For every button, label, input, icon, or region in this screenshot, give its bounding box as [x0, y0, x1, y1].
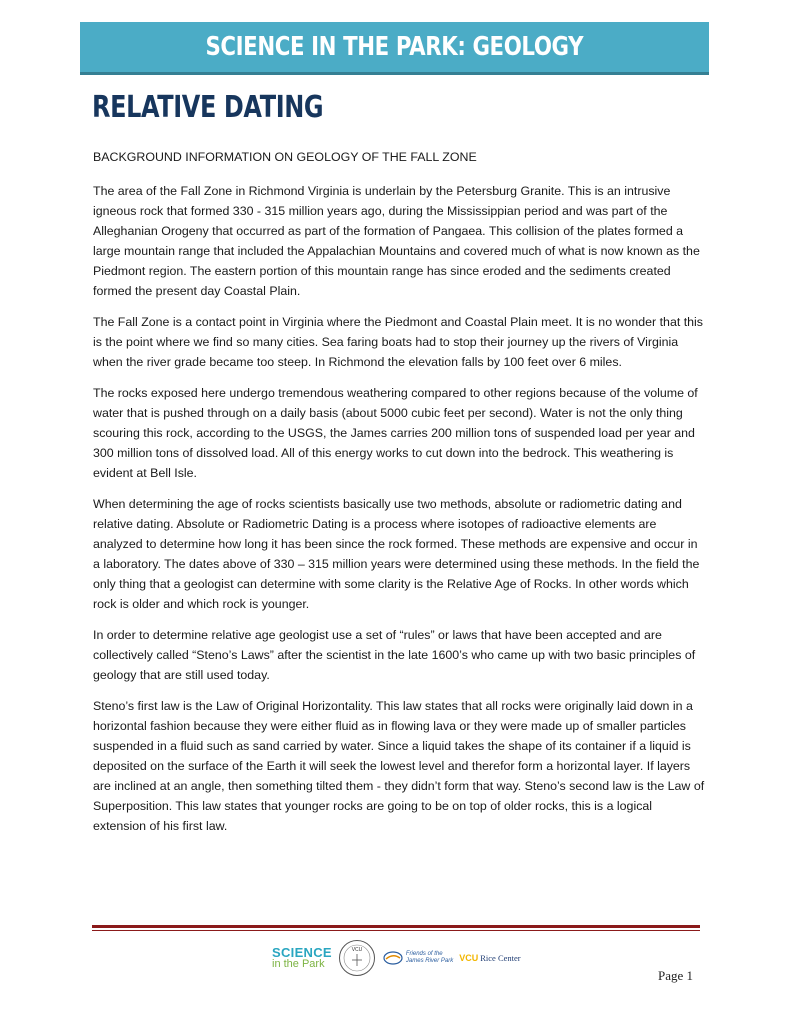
- friends-text-line1: Friends of the: [405, 951, 443, 958]
- vcu-text: VCU: [459, 953, 479, 963]
- rice-center-text: Rice Center: [480, 953, 521, 963]
- seal-text: VCU: [351, 947, 363, 953]
- paragraph: In order to determine relative age geologist use a set of “rules” or laws that have been accepted and are collectively called “Steno’s Laws” after the scientist in the late 1600’s who came up with two basic principles of geology that are still used today.: [93, 628, 696, 682]
- paragraph: The area of the Fall Zone in Richmond Virginia is underlain by the Petersburg Granite. This is an intrusive igneous rock that formed 330 - 315 million years ago, during the Mississippian period and was part of the Alleghanian Orogeny that occurred as part of the formation of Pangaea. This collision of the plates formed a large mountain range that included the Appalachian Mountains and covered much of what is now known as the Piedmont region. The eastern portion of this mountain range has since eroded and the sediments created formed the present day Coastal Plain.: [93, 184, 700, 298]
- footer-logos: [272, 938, 527, 978]
- paragraph: Steno’s first law is the Law of Original Horizontality. This law states that all rocks were originally laid down in a horizontal fashion because they were either fluid as in flowing lava or they were made up of smaller particles suspended in a fluid such as sand carried by water. Since a liquid takes the shape of its container if a liquid is deposited on the surface of the Earth it will seek the lowest level and therefor form a horizontal layer. If layers are inclined at an angle, then something tilted them - they didn’t form that way. Steno’s second law is the Law of Superposition. This law states that younger rocks are going to be on top of older rocks, this is a logical extension of his first law.: [93, 699, 705, 833]
- vcu-rice-center-logo: [459, 953, 520, 963]
- page-number: Page 1: [658, 968, 694, 983]
- friends-of-james-river-park-logo: [382, 950, 453, 966]
- body-text: [93, 181, 705, 847]
- fish-icon: [382, 950, 404, 966]
- footer-divider: [92, 925, 700, 928]
- banner-title: SCIENCE IN THE PARK: GEOLOGY: [205, 32, 584, 62]
- friends-text-line2: James River Park: [405, 958, 454, 964]
- footer-divider-thin: [92, 930, 700, 931]
- logo-science-text: SCIENCE: [272, 945, 332, 960]
- paragraph: The rocks exposed here undergo tremendous weathering compared to other regions because of the volume of water that is pushed through on a daily basis (about 5000 cubic feet per second). Water is not the only thing scouring this rock, according to the USGS, the James carries 200 million tons of suspended load per year and 300 million tons of dissolved load. All of this energy works to cut down into the bedrock. This weathering is evident at Bell Isle.: [93, 386, 698, 480]
- logo-park-text: in the Park: [272, 958, 325, 970]
- science-in-the-park-logo: [272, 946, 332, 970]
- paragraph: When determining the age of rocks scientists basically use two methods, absolute or radiometric dating and relative dating. Absolute or Radiometric Dating is a process where isotopes of radioactive elements are analyzed to determine how long it has been since the rock formed. These methods are expensive and occur in a laboratory. The dates above of 330 – 315 million years were determined using these methods. In the field the only thing that a geologist can determine with some clarity is the Relative Age of Rocks. In other words which rock is older and which rock is younger.: [93, 497, 700, 611]
- section-subheading: BACKGROUND INFORMATION ON GEOLOGY OF THE FALL ZONE: [93, 150, 477, 164]
- header-banner: [80, 22, 709, 75]
- vcu-seal-logo: [338, 939, 376, 977]
- page-title: RELATIVE DATING: [92, 90, 324, 125]
- paragraph: The Fall Zone is a contact point in Virginia where the Piedmont and Coastal Plain meet. It is no wonder that this is the point where we find so many cities. Sea faring boats had to stop their journey up the rivers of Virginia when the river grade became too steep. In Richmond the elevation falls by 100 feet over 6 miles.: [93, 315, 703, 369]
